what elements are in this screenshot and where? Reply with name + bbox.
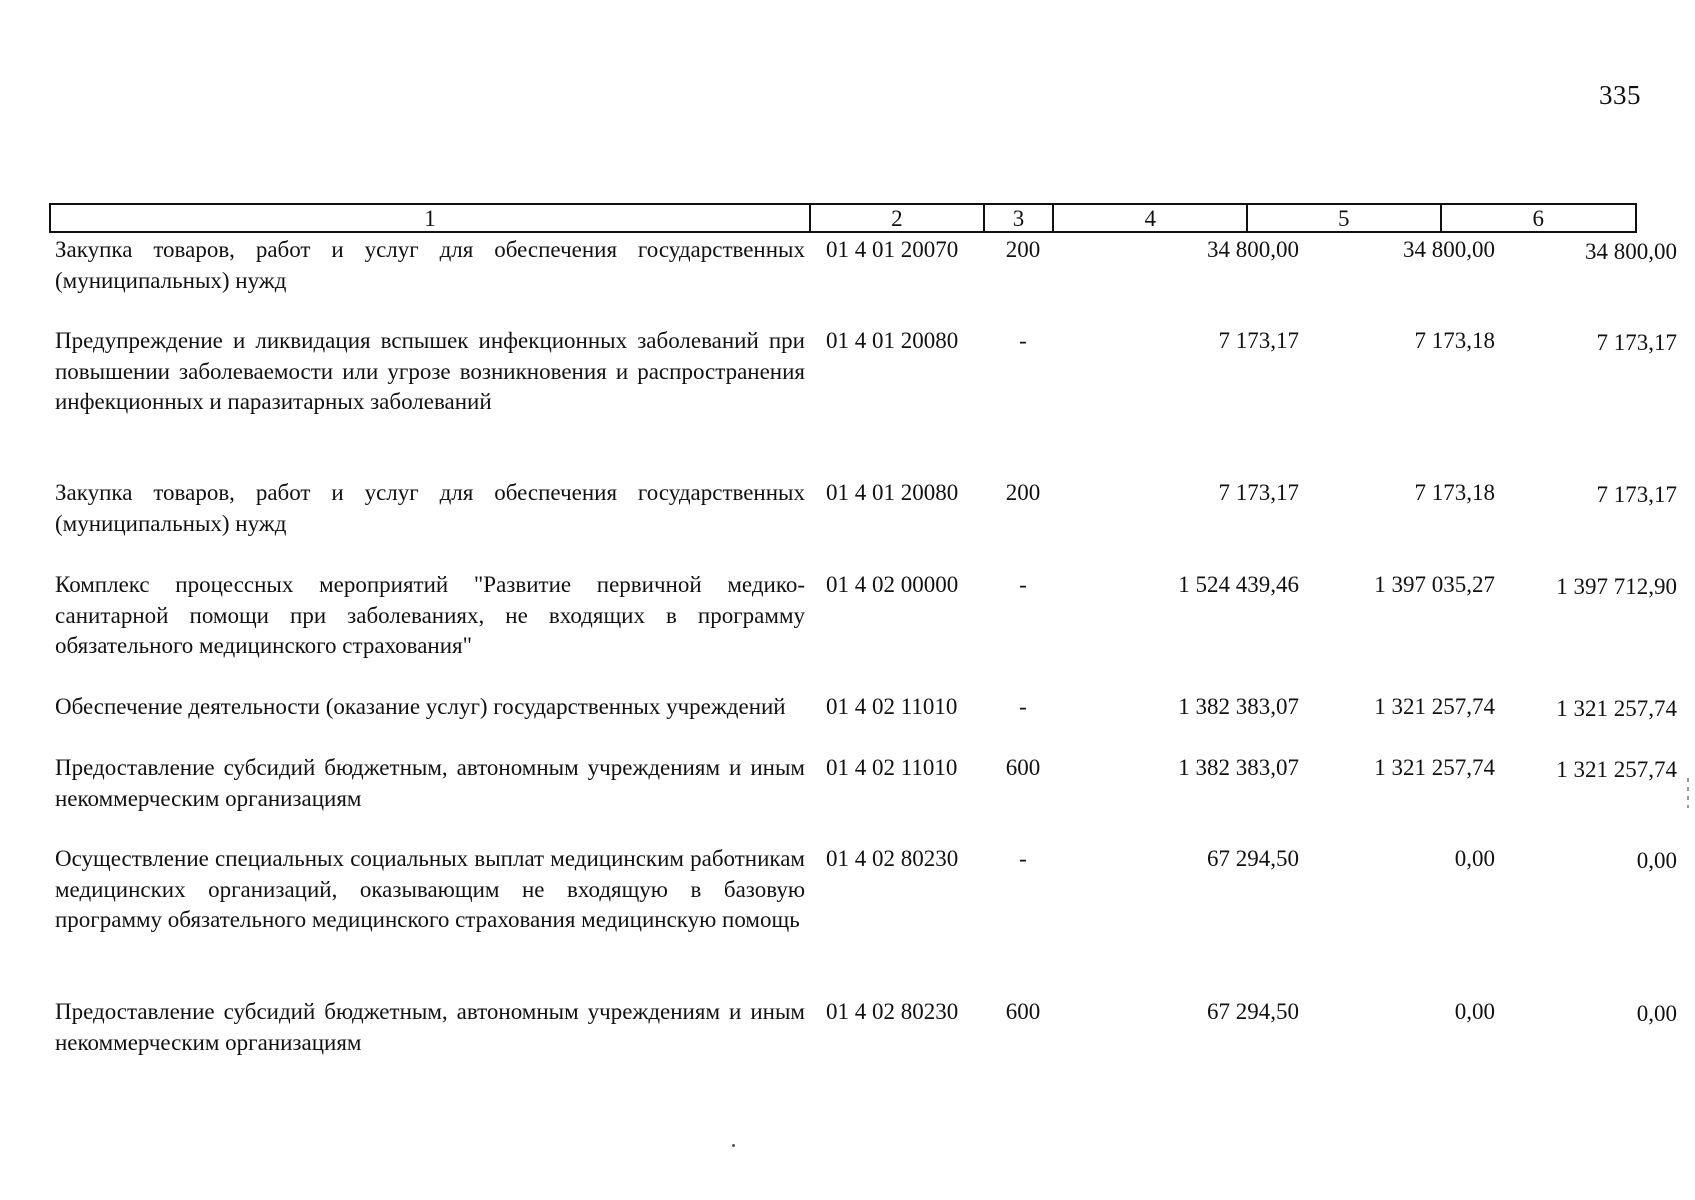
row-expense-type: - xyxy=(1019,846,1027,871)
row-description: Обеспечение деятельности (оказание услуг) государственных учреждений xyxy=(55,694,786,719)
table-row xyxy=(55,570,1677,660)
column-header-3: 3 xyxy=(983,205,1053,231)
row-code: 01 4 01 20070 xyxy=(826,237,959,262)
row-value-col4: 67 294,50 xyxy=(1207,999,1299,1024)
row-code: 01 4 01 20080 xyxy=(826,328,959,353)
page-number: 335 xyxy=(1599,80,1641,110)
row-value-col6: 1 397 712,90 xyxy=(1556,574,1677,599)
row-value-col5: 0,00 xyxy=(1454,999,1495,1024)
row-value-col4: 67 294,50 xyxy=(1207,846,1299,871)
column-header-5: 5 xyxy=(1246,205,1440,231)
row-value-col6: 34 800,00 xyxy=(1585,239,1677,264)
row-value-col6: 0,00 xyxy=(1636,848,1677,873)
table-row xyxy=(55,235,1677,325)
row-value-col5: 1 321 257,74 xyxy=(1374,694,1495,719)
row-code: 01 4 02 80230 xyxy=(826,999,959,1024)
table-header xyxy=(49,203,1637,233)
row-expense-type: - xyxy=(1019,328,1027,353)
row-description: Закупка товаров, работ и услуг для обеспечения государственных (муниципальных) нужд xyxy=(55,237,805,293)
row-expense-type: 200 xyxy=(1005,480,1041,505)
row-code: 01 4 02 00000 xyxy=(826,572,959,597)
row-code: 01 4 02 11010 xyxy=(826,755,958,780)
table-row xyxy=(55,753,1677,843)
row-value-col5: 34 800,00 xyxy=(1403,237,1495,262)
table-row xyxy=(55,478,1677,568)
row-value-col5: 7 173,18 xyxy=(1414,480,1495,505)
row-description: Предоставление субсидий бюджетным, автономным учреждениям и иным некоммерческим организациям xyxy=(55,999,805,1055)
row-description: Осуществление специальных социальных выплат медицинским работникам медицинских организаций, оказывающим не входящую в базовую программу обязательного медицинского страхования медицинскую помощь xyxy=(55,846,805,932)
row-value-col5: 7 173,18 xyxy=(1414,328,1495,353)
column-header-6: 6 xyxy=(1440,205,1636,231)
row-expense-type: - xyxy=(1019,572,1027,597)
row-code: 01 4 02 11010 xyxy=(826,694,958,719)
column-header-1: 1 xyxy=(424,206,436,231)
column-header-4: 4 xyxy=(1052,205,1246,231)
row-description: Комплекс процессных мероприятий "Развитие первичной медико-санитарной помощи при заболеваниях, не входящих в программу обязательного медицинского страхования" xyxy=(55,572,805,658)
table-row xyxy=(55,326,1677,416)
row-expense-type: 600 xyxy=(1005,755,1041,780)
row-value-col5: 1 321 257,74 xyxy=(1374,755,1495,780)
row-value-col6: 7 173,17 xyxy=(1596,330,1677,355)
scan-dot xyxy=(732,1144,735,1147)
row-value-col6: 1 321 257,74 xyxy=(1556,757,1677,782)
row-code: 01 4 02 80230 xyxy=(826,846,959,871)
row-description: Предупреждение и ликвидация вспышек инфекционных заболеваний при повышении заболеваемости или угрозе возникновения и распространения инфекционных и паразитарных заболеваний xyxy=(55,328,805,414)
row-value-col6: 0,00 xyxy=(1636,1001,1677,1026)
table-row xyxy=(55,844,1677,934)
row-expense-type: - xyxy=(1019,694,1027,719)
row-expense-type: 200 xyxy=(1005,237,1041,262)
row-code: 01 4 01 20080 xyxy=(826,480,959,505)
table-row xyxy=(55,997,1677,1087)
row-value-col4: 7 173,17 xyxy=(1218,480,1299,505)
row-value-col5: 1 397 035,27 xyxy=(1374,572,1495,597)
row-value-col4: 1 382 383,07 xyxy=(1178,694,1299,719)
row-value-col4: 1 382 383,07 xyxy=(1178,755,1299,780)
row-description: Предоставление субсидий бюджетным, автономным учреждениям и иным некоммерческим организациям xyxy=(55,755,805,811)
row-value-col6: 7 173,17 xyxy=(1596,482,1677,507)
column-header-2: 2 xyxy=(809,205,983,231)
row-value-col6: 1 321 257,74 xyxy=(1556,696,1677,721)
row-value-col4: 34 800,00 xyxy=(1207,237,1299,262)
row-description: Закупка товаров, работ и услуг для обеспечения государственных (муниципальных) нужд xyxy=(55,480,805,536)
row-expense-type: 600 xyxy=(1005,999,1041,1024)
row-value-col5: 0,00 xyxy=(1454,846,1495,871)
scan-margin-mark xyxy=(1687,778,1689,808)
row-value-col4: 1 524 439,46 xyxy=(1178,572,1299,597)
row-value-col4: 7 173,17 xyxy=(1218,328,1299,353)
